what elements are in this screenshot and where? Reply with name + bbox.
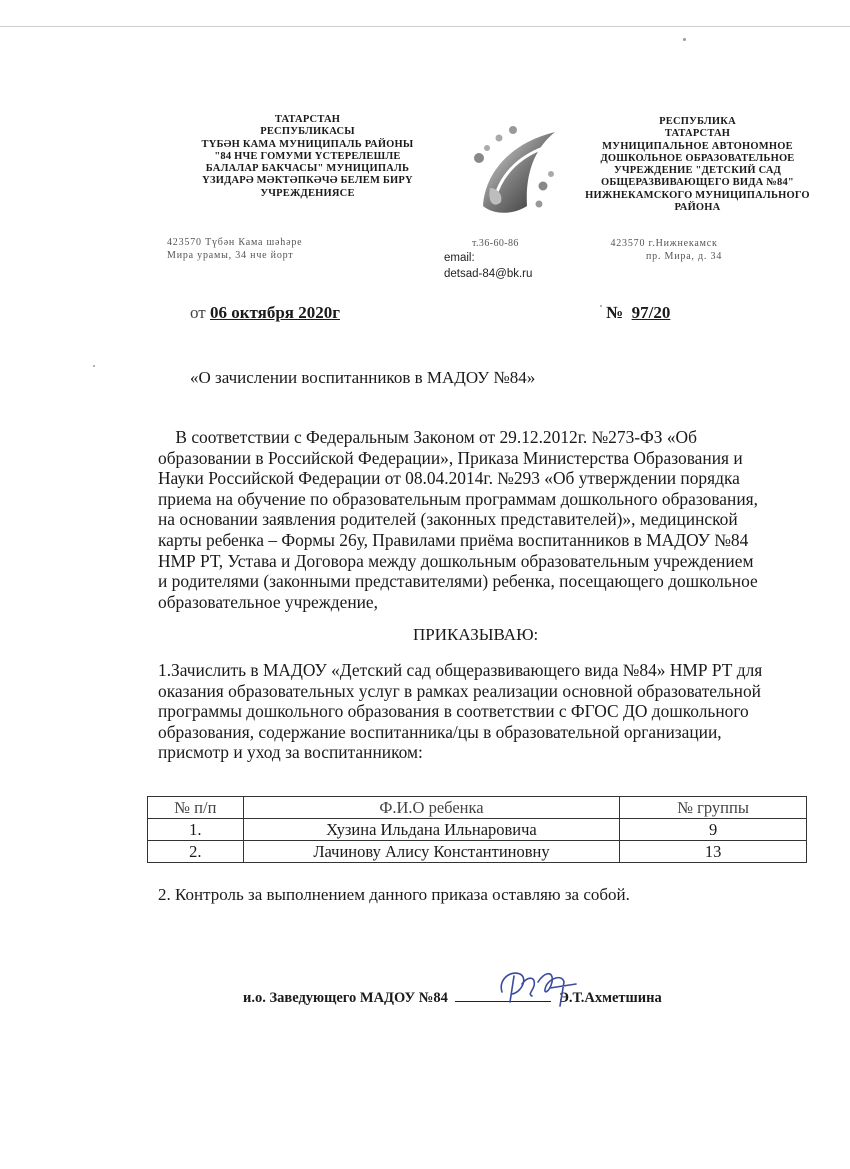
email-label: email:	[444, 252, 475, 264]
header-right-line: РАЙОНА	[674, 202, 721, 214]
order-number-prefix: №	[606, 303, 624, 322]
header-left-tatar	[185, 114, 430, 200]
address-right-line2: пр. Мира, д. 34	[646, 251, 723, 262]
order-date-prefix: от	[190, 303, 206, 322]
enrollment-paragraph	[158, 660, 798, 763]
table-cell: 2.	[148, 841, 244, 863]
email-address[interactable]: detsad-84@bk.ru	[444, 268, 533, 280]
handwritten-signature-icon	[492, 962, 582, 1012]
address-left-line2: Мира урамы, 34 нче йорт	[167, 250, 294, 261]
table-cell: 13	[620, 841, 807, 863]
table-header-row	[148, 797, 807, 819]
preamble-line: НМР РТ, Устава и Договора между дошкольным образовательным учреждением	[158, 550, 754, 571]
enrollment-line: оказания образовательных услуг в рамках реализации основной образовательной	[158, 680, 761, 701]
signatory-position: и.о. Заведующего МАДОУ №84	[243, 990, 448, 1006]
scan-top-border	[0, 26, 850, 27]
order-subject: «О зачислении воспитанников в МАДОУ №84»	[190, 368, 536, 387]
preamble-line: карты ребенка – Формы 26у, Правилами приёма воспитанников в МАДОУ №84	[158, 529, 749, 550]
header-right-line: РЕСПУБЛИКА	[659, 116, 736, 127]
preamble-line: образовании в Российской Федерации», Приказа Министерства Образования и	[158, 447, 743, 468]
scan-speck	[600, 305, 602, 307]
preamble-line: на основании заявления родителей (законных представителей)», медицинской	[158, 509, 738, 530]
header-right-line: ТАТАРСТАН	[664, 128, 731, 140]
header-right-line: НИЖНЕКАМСКОГО МУНИЦИПАЛЬНОГО	[585, 189, 810, 201]
kindergarten-logo-icon	[465, 118, 565, 223]
children-table	[147, 796, 807, 863]
scan-speck	[683, 38, 686, 41]
header-left-line: БАЛАЛАР БАКЧАСЫ" МУНИЦИПАЛЬ	[205, 163, 410, 175]
address-right	[606, 237, 722, 263]
table-cell: 9	[620, 819, 807, 841]
header-left-line: УЧРЕЖДЕНИЯСЕ	[260, 187, 355, 199]
table-header-cell: Ф.И.О ребенка	[243, 797, 620, 819]
table-cell: 1.	[148, 819, 244, 841]
address-right-line1: 423570 г.Нижнекамск	[610, 238, 718, 249]
order-number-value: 97/20	[631, 303, 671, 322]
preamble-paragraph	[158, 427, 798, 612]
preamble-line: приема на обучение по образовательным программам дошкольного образования,	[158, 488, 758, 509]
header-left-line: ҮЗИДАРӘ МӘКТӘПКӘЧӘ БЕЛЕМ БИРҮ	[202, 175, 413, 187]
signature-line	[243, 990, 662, 1007]
header-right-line: УЧРЕЖДЕНИЕ "ДЕТСКИЙ САД	[613, 165, 782, 177]
table-row	[148, 841, 807, 863]
header-right-line: ОБЩЕРАЗВИВАЮЩЕГО ВИДА №84"	[601, 177, 794, 189]
table-cell: Лачинову Алису Константиновну	[243, 841, 620, 863]
enrollment-line: 1.Зачислить в МАДОУ «Детский сад общеразвивающего вида №84» НМР РТ для	[158, 660, 763, 680]
preamble-line: образовательное учреждение,	[158, 591, 378, 612]
signatory-name: Э.Т.Ахметшина	[559, 990, 662, 1006]
header-left-line: "84 НЧЕ ГОМУМИ ҮСТЕРЕЛЕШЛЕ	[214, 150, 401, 162]
header-right-line: ДОШКОЛЬНОЕ ОБРАЗОВАТЕЛЬНОЕ	[600, 152, 795, 164]
enrollment-line: образования, содержание воспитанника/цы в образовательной организации,	[158, 721, 722, 742]
address-left-line1: 423570 Түбән Кама шәһәре	[167, 237, 303, 248]
email-block	[444, 250, 532, 282]
table-header-cell: № группы	[620, 797, 807, 819]
header-left-line: РЕСПУБЛИКАСЫ	[260, 126, 355, 138]
header-left-line: ТҮБӘН КАМА МУНИЦИПАЛЬ РАЙОНЫ	[201, 138, 414, 150]
header-left-line: ТАТАРСТАН	[274, 114, 341, 125]
order-number	[606, 303, 670, 323]
preamble-line: В соответствии с Федеральным Законом от 29.12.2012г. №273-ФЗ «Об	[158, 427, 697, 447]
table-cell: Хузина Ильдана Ильнаровича	[243, 819, 620, 841]
address-left	[167, 236, 302, 262]
table-row	[148, 819, 807, 841]
header-right-line: МУНИЦИПАЛЬНОЕ АВТОНОМНОЕ	[602, 140, 793, 152]
enrollment-line: программы дошкольного образования в соответствии с ФГОС ДО дошкольного	[158, 701, 749, 722]
preamble-line: Науки Российской Федерации от 08.04.2014г. №293 «Об утверждении порядка	[158, 468, 740, 489]
scan-speck	[93, 365, 95, 367]
control-clause: 2. Контроль за выполнением данного приказа оставляю за собой.	[158, 885, 630, 904]
order-date-value: 06 октября 2020г	[209, 303, 340, 322]
order-word: ПРИКАЗЫВАЮ:	[413, 625, 539, 644]
preamble-line: и родителями (законными представителями) ребенка, посещающего дошкольное	[158, 571, 758, 592]
enrollment-line: присмотр и уход за воспитанником:	[158, 742, 423, 763]
phone-number: т.36-60-86	[472, 238, 519, 249]
table-header-cell: № п/п	[148, 797, 244, 819]
order-date	[190, 303, 340, 323]
header-right-russian	[585, 116, 810, 214]
